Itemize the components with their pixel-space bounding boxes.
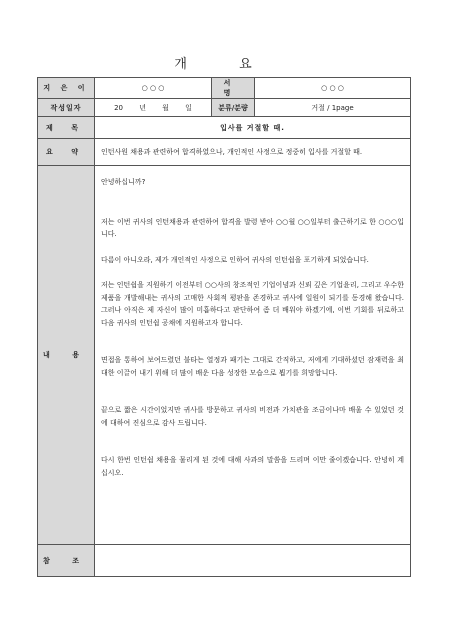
date-label: 작성일자 [38,99,95,117]
content-label: 내 용 [38,166,95,545]
content-paragraph: 다시 한번 인턴쉽 채용을 물리게 된 것에 대해 사과의 말씀을 드리며 이만 줄이겠습니다. 안녕히 계십시오. [101,456,404,477]
summary-row [38,139,411,166]
summary-form [37,77,411,577]
author-value: ○ ○ ○ [95,78,212,99]
content-paragraph: 저는 인턴쉽을 지원하기 이전부터 ○○사의 창조적인 기업이념과 신뢰 깊은 기업윤리, 그리고 우수한 제품을 개발해내는 귀사의 고매한 사회적 평판을 존경하고 귀사에 일원이 되기를 동경해 왔습니다. 그러나 아직은 제 자신이 많이 미흡하다고 판단하여 좀 더 배워야 하겠기에, 이번 기회를 뒤로하고 다음 귀사의 인턴쉽 공채에 지원하고자 합니다. [101,281,404,327]
summary-label: 요 약 [38,139,95,166]
author-label: 지 은 이 [38,78,95,99]
content-paragraph: 다름이 아니오라, 제가 개인적인 사정으로 인하여 귀사의 인턴쉽을 포기하게 되었습니다. [101,255,369,264]
content-row [38,166,411,545]
subject-row [38,117,411,139]
content-paragraph: 끝으로 짧은 시간이었지만 귀사를 방문하고 귀사의 비전과 가치관을 조금이나마 배울 수 있었던 것에 대하여 진심으로 감사 드립니다. [101,406,404,427]
category-value: 거절 / 1page [255,99,411,117]
note-label: 참 조 [38,545,95,577]
category-label: 분류/분량 [212,99,255,117]
note-row [38,545,411,577]
content-paragraph: 안녕하십니까? [101,178,146,186]
content-paragraph: 면접을 통하여 보여드렸던 불타는 열정과 패기는 그대로 간직하고, 저에게 기대하셨던 잠재력을 최대한 이끌어 내기 위해 더 많이 배운 다음 성장한 모습으로 뵙기를 희망합니다. [101,356,404,377]
subject-value: 입사를 거절할 때. [95,117,411,139]
signature-label: 서 명 [212,78,255,99]
content-body [95,166,411,545]
summary-value: 인턴사원 채용과 관련하여 합격하였으나, 개인적인 사정으로 정중히 입사를 거절할 때. [95,139,411,166]
date-row [38,99,411,117]
document-title: 개 요 [174,57,276,72]
author-row [38,78,411,99]
signature-value: ○ ○ ○ [255,78,411,99]
date-value: 20 년 월 일 [95,99,212,117]
note-value [95,545,411,577]
subject-label: 제 목 [38,117,95,139]
content-paragraph: 저는 이번 귀사의 인턴채용과 관련하여 합격을 발령 받아 ○○월 ○○일부터 출근하기로 한 ○○○입니다. [101,217,404,238]
